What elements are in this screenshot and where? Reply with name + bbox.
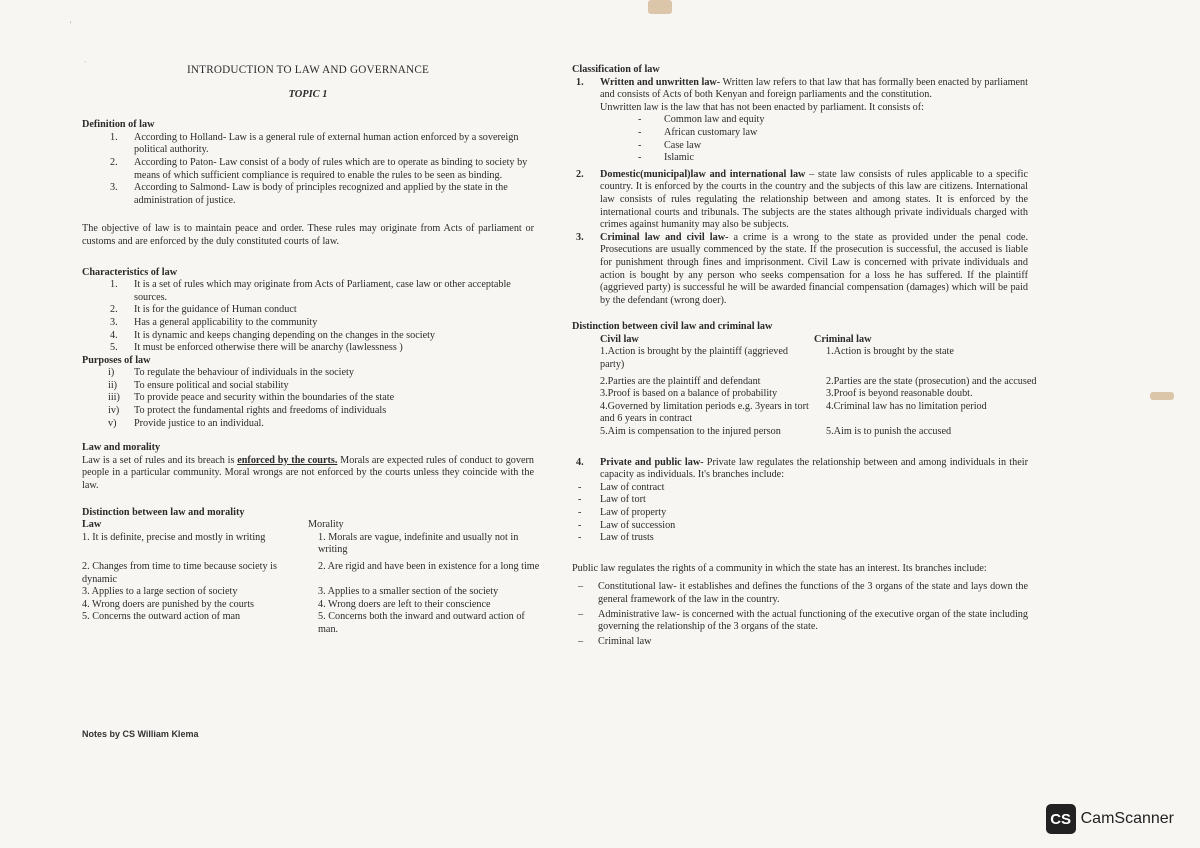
- table-row: 1. It is definite, precise and mostly in writing 1. Morals are vague, indefinite and usually not in writing: [82, 531, 519, 556]
- list-item: - Law of trusts: [578, 532, 654, 544]
- list-item: 3. According to Salmond- Law is body of principles recognized and applied by the state in the administration of justice.: [110, 182, 508, 206]
- objective-paragraph: The objective of law is to maintain peace and order. These rules may originate from Acts of parliament or customs and are enforced by the duly constituted courts of law.: [82, 223, 534, 247]
- list-item: v) Provide justice to an individual.: [108, 417, 264, 429]
- table-row: 3. Applies to a large section of society 3. Applies to a smaller section of the society: [82, 586, 499, 598]
- table-row: 4. Wrong doers are punished by the courts 4. Wrong doers are left to their conscience: [82, 598, 491, 610]
- table-row: 5. Concerns the outward action of man 5. Concerns both the inward and outward action of man.: [82, 611, 525, 635]
- list-item: 3. Has a general applicability to the community: [110, 316, 318, 328]
- definition-section: [82, 119, 534, 207]
- list-item: - Law of contract: [578, 481, 665, 493]
- camscanner-logo-icon: CS: [1046, 804, 1076, 834]
- table-row: 1.Action is brought by the plaintiff (aggrieved party) 1.Action is brought by the state: [600, 346, 954, 371]
- public-law-intro: Public law regulates the rights of a community in which the state has an interest. Its branches include:: [572, 562, 987, 574]
- notes-footer: Notes by CS William Klema: [82, 729, 199, 739]
- characteristics-section: [82, 267, 534, 355]
- list-item: iv) To protect the fundamental rights and freedoms of individuals: [108, 405, 387, 417]
- list-item: 2. According to Paton- Law consist of a body of rules which are to operate as binding to society by means of which sufficient compliance is required to enable the rules to be seen as binding.: [110, 156, 528, 181]
- left-column: [82, 60, 540, 637]
- unwritten-intro: Unwritten law is the law that has not been enacted by parliament. It consists of:: [600, 101, 924, 113]
- list-item: 1. Written and unwritten law- Written law refers to that law that has formally been enacted by parliament and consists of Acts of both Kenyan and foreign parliaments and the constitution.: [576, 76, 1028, 101]
- distinction-heading: Distinction between law and morality: [82, 506, 245, 518]
- scan-speck: `: [84, 60, 87, 69]
- private-law-branches: [572, 482, 1028, 545]
- public-law-branches: [572, 581, 1028, 648]
- list-item: i) To regulate the behaviour of individuals in the society: [108, 367, 354, 379]
- table-header: Civil law Criminal law: [600, 333, 872, 345]
- characteristics-heading: Characteristics of law: [82, 266, 178, 278]
- law-morality-heading: Law and morality: [82, 442, 161, 454]
- civil-criminal-distinction: [572, 321, 1037, 438]
- list-item: - Islamic: [638, 152, 694, 164]
- list-item: 2. It is for the guidance of Human conduct: [110, 304, 297, 316]
- list-item: 5. It must be enforced otherwise there will be anarchy (lawlessness ): [110, 342, 403, 354]
- list-item: - Law of property: [578, 507, 667, 518]
- table-row: 2. Changes from time to time because society is dynamic 2. Are rigid and have been in existence for a long time: [82, 561, 540, 585]
- camscanner-watermark: [1046, 804, 1174, 834]
- table-row: 4.Governed by limitation periods e.g. 3years in tort and 6 years in contract 4.Criminal law has no limitation period: [600, 400, 987, 425]
- scan-speck: ': [70, 20, 72, 29]
- list-item: – Criminal law: [578, 635, 652, 647]
- unwritten-list: [572, 114, 1028, 164]
- definition-heading: Definition of law: [82, 119, 155, 131]
- list-item: 1. According to Holland- Law is a general rule of external human action enforced by a sovereign political authority.: [110, 131, 519, 156]
- list-item: 4. Private and public law- Private law regulates the relationship between and among individuals in their capacity as individuals. It's branches include:: [576, 456, 1028, 481]
- law-morality-paragraph: Law is a set of rules and its breach is enforced by the courts. Morals are expected rules of conduct to govern people in a particular community. Moral wrongs are not enforced by the courts unless they coincide with the law.: [82, 454, 534, 492]
- list-item: - Case law: [638, 139, 702, 151]
- purposes-section: [82, 355, 534, 431]
- table-row: 3.Proof is based on a balance of probability 3.Proof is beyond reasonable doubt.: [600, 388, 973, 400]
- list-item: - Law of succession: [578, 519, 676, 531]
- document-title: INTRODUCTION TO LAW AND GOVERNANCE: [186, 64, 430, 76]
- topic-heading: TOPIC 1: [288, 88, 328, 100]
- scan-smudge: [1150, 392, 1174, 400]
- list-item: iii) To provide peace and security within the boundaries of the state: [108, 392, 395, 404]
- list-item: 4. It is dynamic and keeps changing depending on the changes in the society: [110, 329, 436, 341]
- purposes-heading: Purposes of law: [82, 354, 151, 366]
- table-row: 2.Parties are the plaintiff and defendant 2.Parties are the state (prosecution) and the accused: [600, 375, 1037, 387]
- list-item: 2. Domestic(municipal)law and international law – state law consists of rules applicable to a specific country. It is enforced by the courts in the country and the subjects of this law are citizens. International law consists of rules regulating the relationship between and among states. It is enforced by the international courts and tribunals. The subjects are the states although private individuals charged with crimes against humanity may also be subjects.: [576, 168, 1028, 231]
- list-item: – Administrative law- is concerned with the actual functioning of the executive organ of the state including governing the relationship of the 3 organs of the state.: [578, 608, 1028, 633]
- classification-heading: Classification of law: [572, 64, 660, 75]
- list-item: - African customary law: [638, 126, 758, 138]
- list-item: - Law of tort: [578, 494, 646, 506]
- list-item: – Constitutional law- it establishes and defines the functions of the 3 organs of the state and lays down the general framework of the law in the country.: [578, 581, 1028, 605]
- law-morality-section: [82, 442, 534, 492]
- list-item: ii) To ensure political and social stability: [108, 379, 289, 391]
- right-column: [572, 64, 1037, 648]
- law-morality-distinction: [82, 506, 540, 637]
- list-item: 1. It is a set of rules which may originate from Acts of Parliament, case law or other acceptable sources.: [110, 279, 511, 303]
- table-row: 5.Aim is compensation to the injured person 5.Aim is to punish the accused: [600, 426, 952, 438]
- civil-criminal-heading: Distinction between civil law and criminal law: [572, 321, 773, 333]
- list-item: 3. Criminal law and civil law- a crime is a wrong to the state as provided under the penal code. Prosecutions are usually commenced by the state. If the prosecution is successful, the accused is liable for punishment through fines and imprisonment. Civil Law is concerned with private individuals and action is bought by any person who seeks compensation for a loss he has suffered. If the plaintiff (aggrieved party) is successful he will be awarded financial compensation (damages) which will be paid by the defendant (wrong doer).: [576, 231, 1028, 306]
- scan-smudge: [648, 0, 672, 14]
- list-item: - Common law and equity: [638, 114, 765, 126]
- table-header: Law Morality: [82, 519, 344, 531]
- camscanner-name: CamScanner: [1080, 810, 1174, 827]
